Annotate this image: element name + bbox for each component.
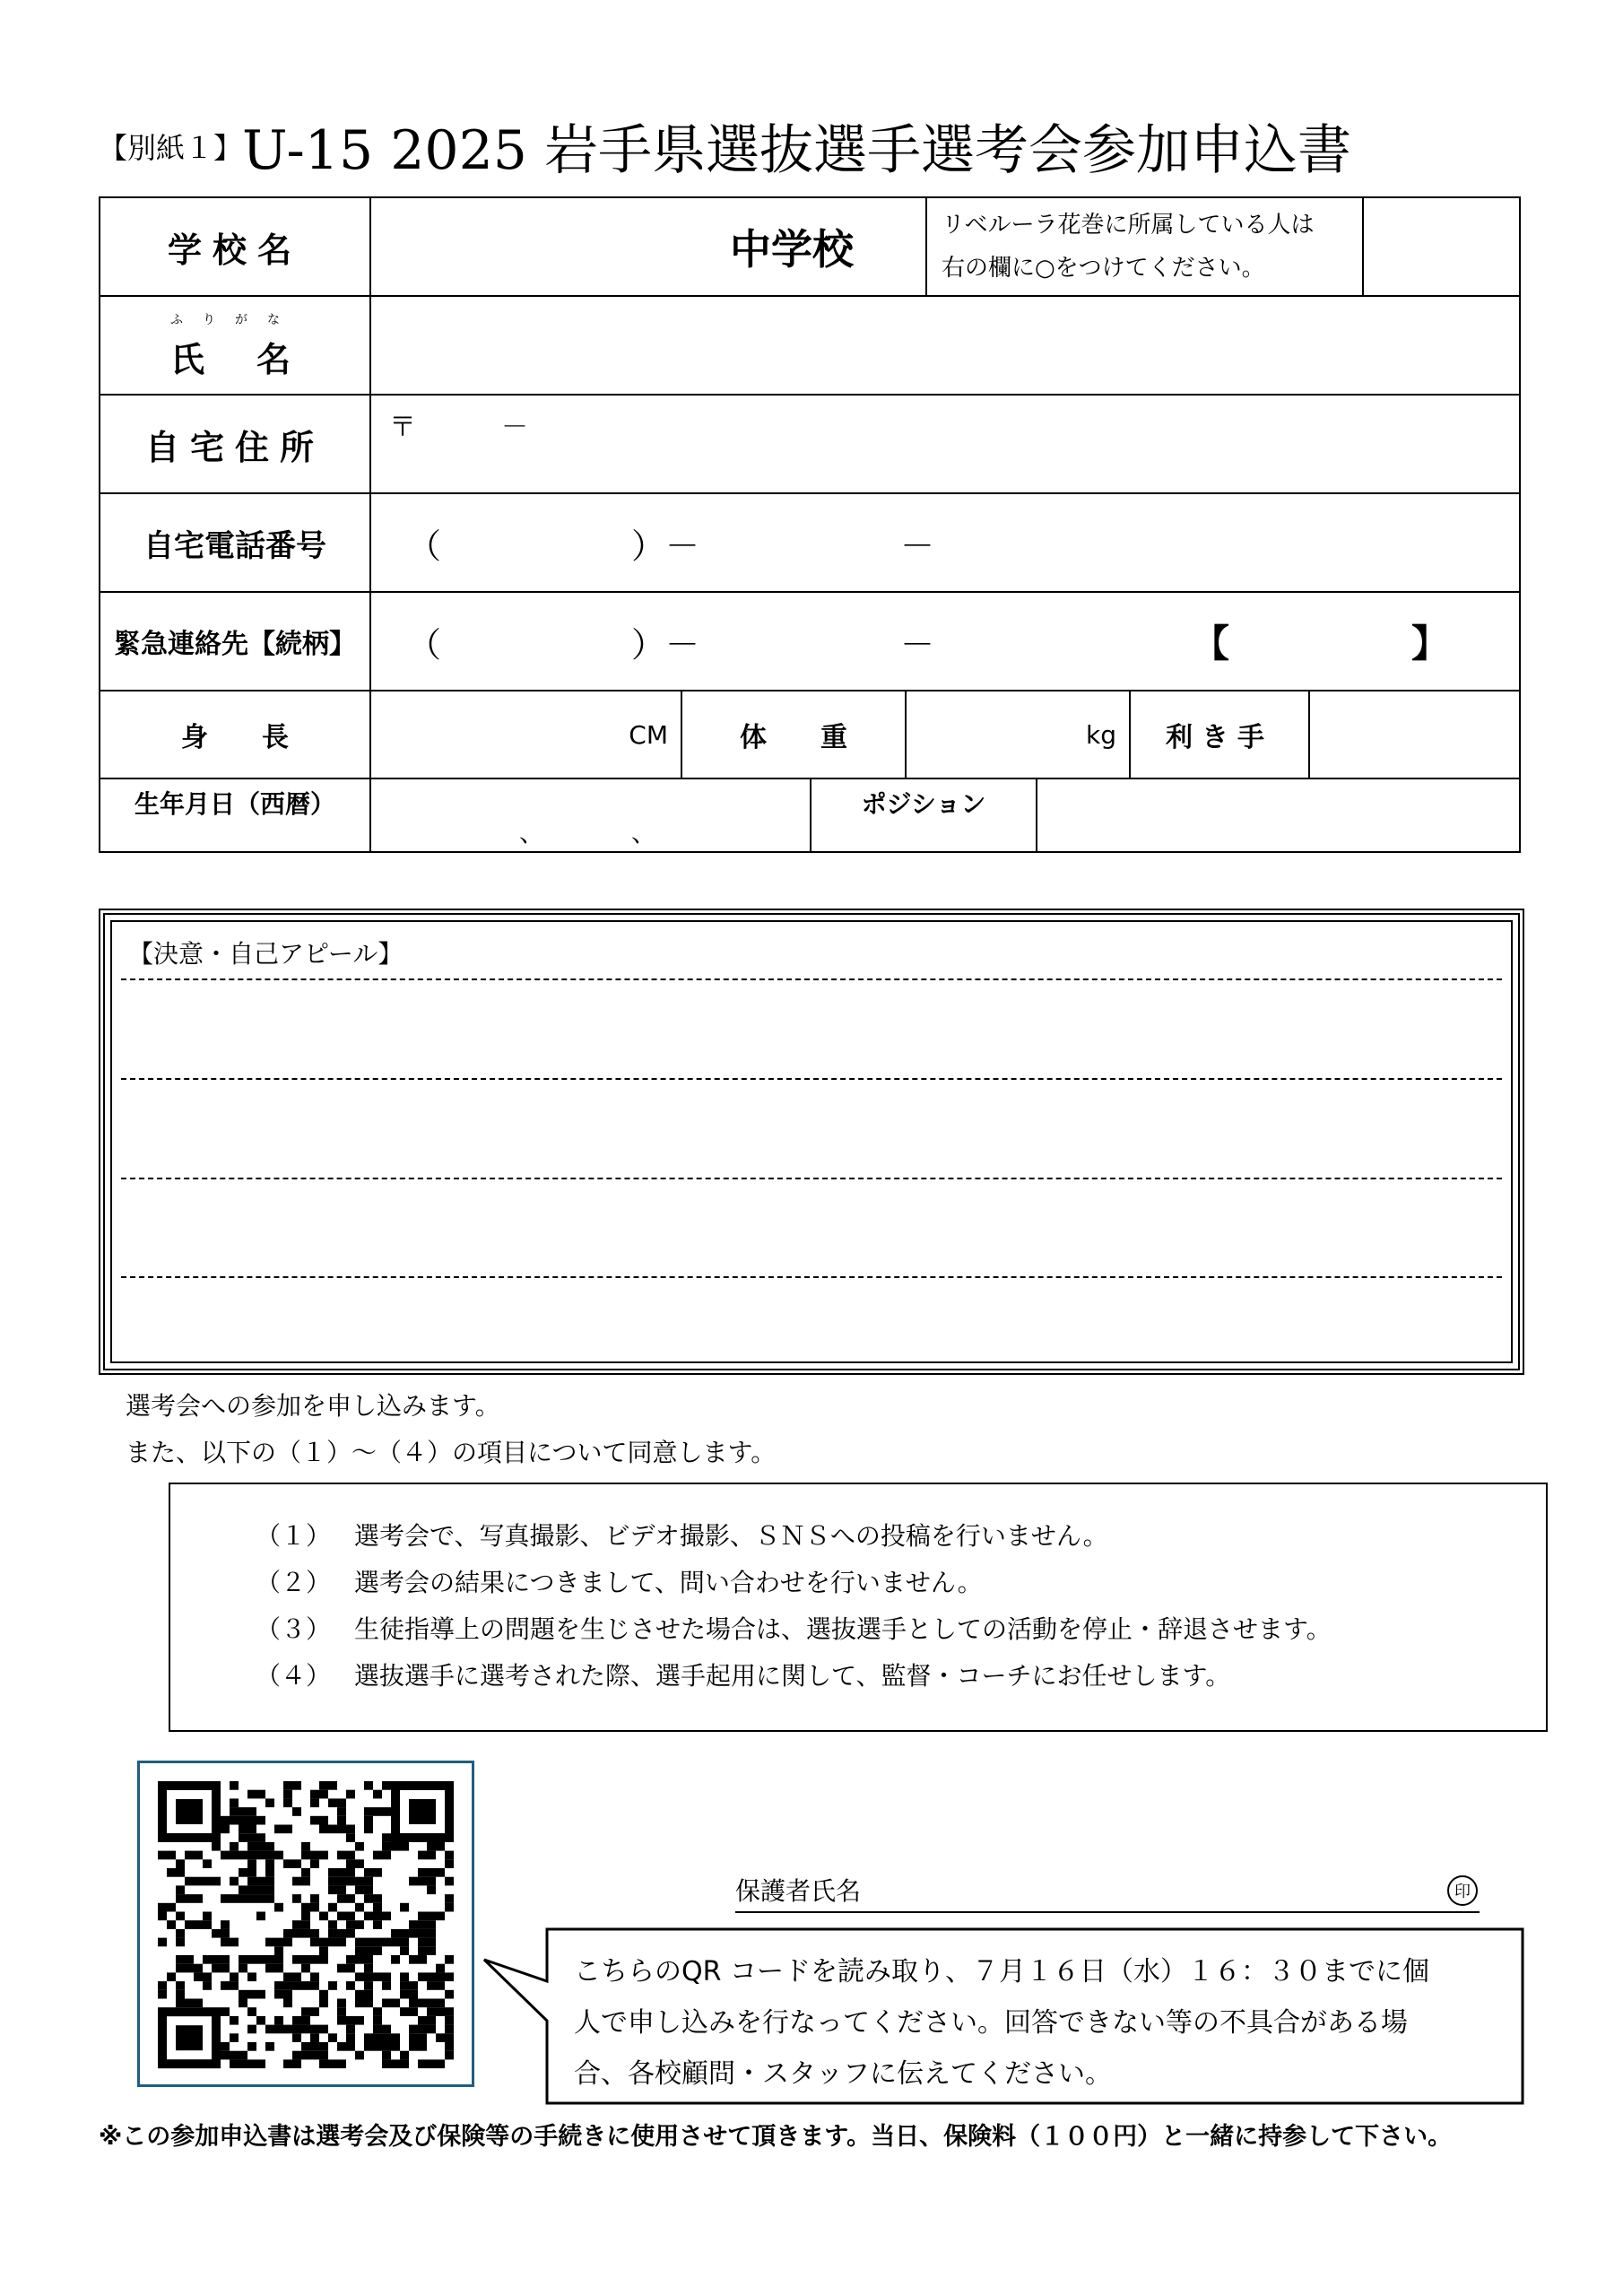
term-item (256, 1657, 1230, 1692)
qr-code-image (140, 1763, 472, 2084)
name-label-cell (100, 297, 371, 394)
school-row (100, 198, 1519, 297)
term-number: （４） (256, 1661, 332, 1691)
home-phone-row (100, 494, 1519, 593)
term-item (256, 1517, 1108, 1552)
postal-dash: － (501, 412, 528, 443)
appeal-line (121, 1276, 1502, 1278)
terms-box (169, 1483, 1548, 1732)
school-name-field[interactable] (371, 198, 927, 295)
guardian-signature-line[interactable] (735, 1872, 1480, 1913)
weight-unit: kg (1086, 719, 1116, 750)
emergency-open: （ (407, 624, 442, 665)
term-number: （３） (256, 1614, 332, 1644)
emergency-field[interactable] (371, 593, 1519, 690)
consent-line2: また、以下の（１）～（４）の項目について同意します。 (126, 1438, 777, 1467)
term-text: 選考会で、写真撮影、ビデオ撮影、ＳＮＳへの投稿を行いません。 (354, 1521, 1108, 1551)
qr-instructions (574, 1946, 1497, 2100)
weight-field[interactable] (907, 691, 1131, 778)
home-phone-label: 自宅電話番号 (100, 494, 371, 591)
consent-line1: 選考会への参加を申し込みます。 (126, 1391, 500, 1421)
qr-instructions-line2: 人で申し込みを行なってください。回答できない等の不具合がある場 (574, 2007, 1408, 2039)
relation-open: 【 (1192, 622, 1230, 665)
name-row (100, 297, 1519, 396)
riverula-note-line2: 右の欄に○をつけてください。 (942, 255, 1265, 282)
home-phone-field[interactable] (371, 494, 1519, 591)
appeal-title: 【決意・自己アピール】 (128, 939, 404, 969)
birth-field[interactable] (371, 779, 812, 851)
term-item (256, 1610, 1332, 1646)
emergency-dash: － (900, 624, 935, 665)
qr-instructions-line1: こちらのQR コードを読み取り、７月１６日（水）１６：３０までに個 (574, 1956, 1429, 1987)
qr-code[interactable] (137, 1761, 474, 2087)
postal-mark: 〒 (389, 412, 416, 443)
riverula-note (927, 198, 1364, 295)
relation-close: 】 (1411, 622, 1450, 665)
term-text: 選考会の結果につきまして、問い合わせを行いません。 (354, 1568, 983, 1597)
birth-label: 生年月日（西暦） (100, 779, 371, 851)
name-label: 氏 名 (169, 339, 299, 379)
body-row (100, 691, 1519, 779)
birth-sep1: 、 (519, 818, 545, 848)
address-row (100, 396, 1519, 494)
weight-label: 体 重 (682, 691, 907, 778)
page-title (99, 108, 1351, 185)
name-field[interactable] (371, 297, 1519, 394)
riverula-note-line1: リベルーラ花巻に所属している人は (942, 212, 1315, 239)
appeal-inner-border (110, 920, 1513, 1363)
title-main: U-15 2025 岩手県選抜選手選考会参加申込書 (242, 119, 1351, 182)
address-field[interactable] (371, 396, 1519, 492)
appeal-line (121, 1078, 1502, 1080)
application-form-table (99, 196, 1521, 853)
term-text: 選抜選手に選考された際、選手起用に関して、監督・コーチにお任せします。 (354, 1661, 1231, 1691)
school-label: 学校名 (100, 198, 371, 295)
position-label: ポジション (812, 779, 1037, 851)
term-text: 生徒指導上の問題を生じさせた場合は、選抜選手としての活動を停止・辞退させます。 (354, 1614, 1332, 1644)
appeal-box[interactable] (99, 909, 1524, 1375)
home-phone-dash: － (900, 526, 935, 566)
home-phone-open: （ (407, 526, 442, 566)
position-field[interactable] (1037, 779, 1519, 851)
footnote: ※この参加申込書は選考会及び保険等の手続きに使用させて頂きます。当日、保険料（１００円）と一緒に持参して下さい。 (99, 2123, 1453, 2151)
emergency-close: ）－ (631, 624, 700, 665)
guardian-label: 保護者氏名 (735, 1876, 862, 1906)
height-label: 身 長 (100, 691, 371, 778)
title-prefix: 【別紙１】 (99, 131, 243, 165)
birth-sep2: 、 (631, 818, 657, 848)
height-field[interactable] (371, 691, 682, 778)
term-item (256, 1563, 983, 1599)
emergency-label: 緊急連絡先【続柄】 (100, 593, 371, 690)
emergency-row (100, 593, 1519, 691)
hand-field[interactable] (1310, 691, 1519, 778)
term-number: （２） (256, 1568, 332, 1597)
appeal-line (121, 1178, 1502, 1179)
address-label: 自宅住所 (100, 396, 371, 492)
riverula-mark-field[interactable] (1364, 198, 1519, 295)
seal-stamp-mark: 印 (1447, 1875, 1478, 1906)
school-suffix: 中学校 (730, 225, 854, 274)
qr-instructions-line3: 合、各校顧問・スタッフに伝えてください。 (574, 2058, 1112, 2090)
name-ruby: ふりがな (170, 312, 299, 327)
birth-row (100, 779, 1519, 851)
home-phone-close: ）－ (631, 526, 700, 566)
appeal-line (121, 978, 1502, 980)
hand-label: 利き手 (1131, 691, 1310, 778)
height-unit: CM (629, 719, 668, 750)
term-number: （１） (256, 1521, 332, 1551)
